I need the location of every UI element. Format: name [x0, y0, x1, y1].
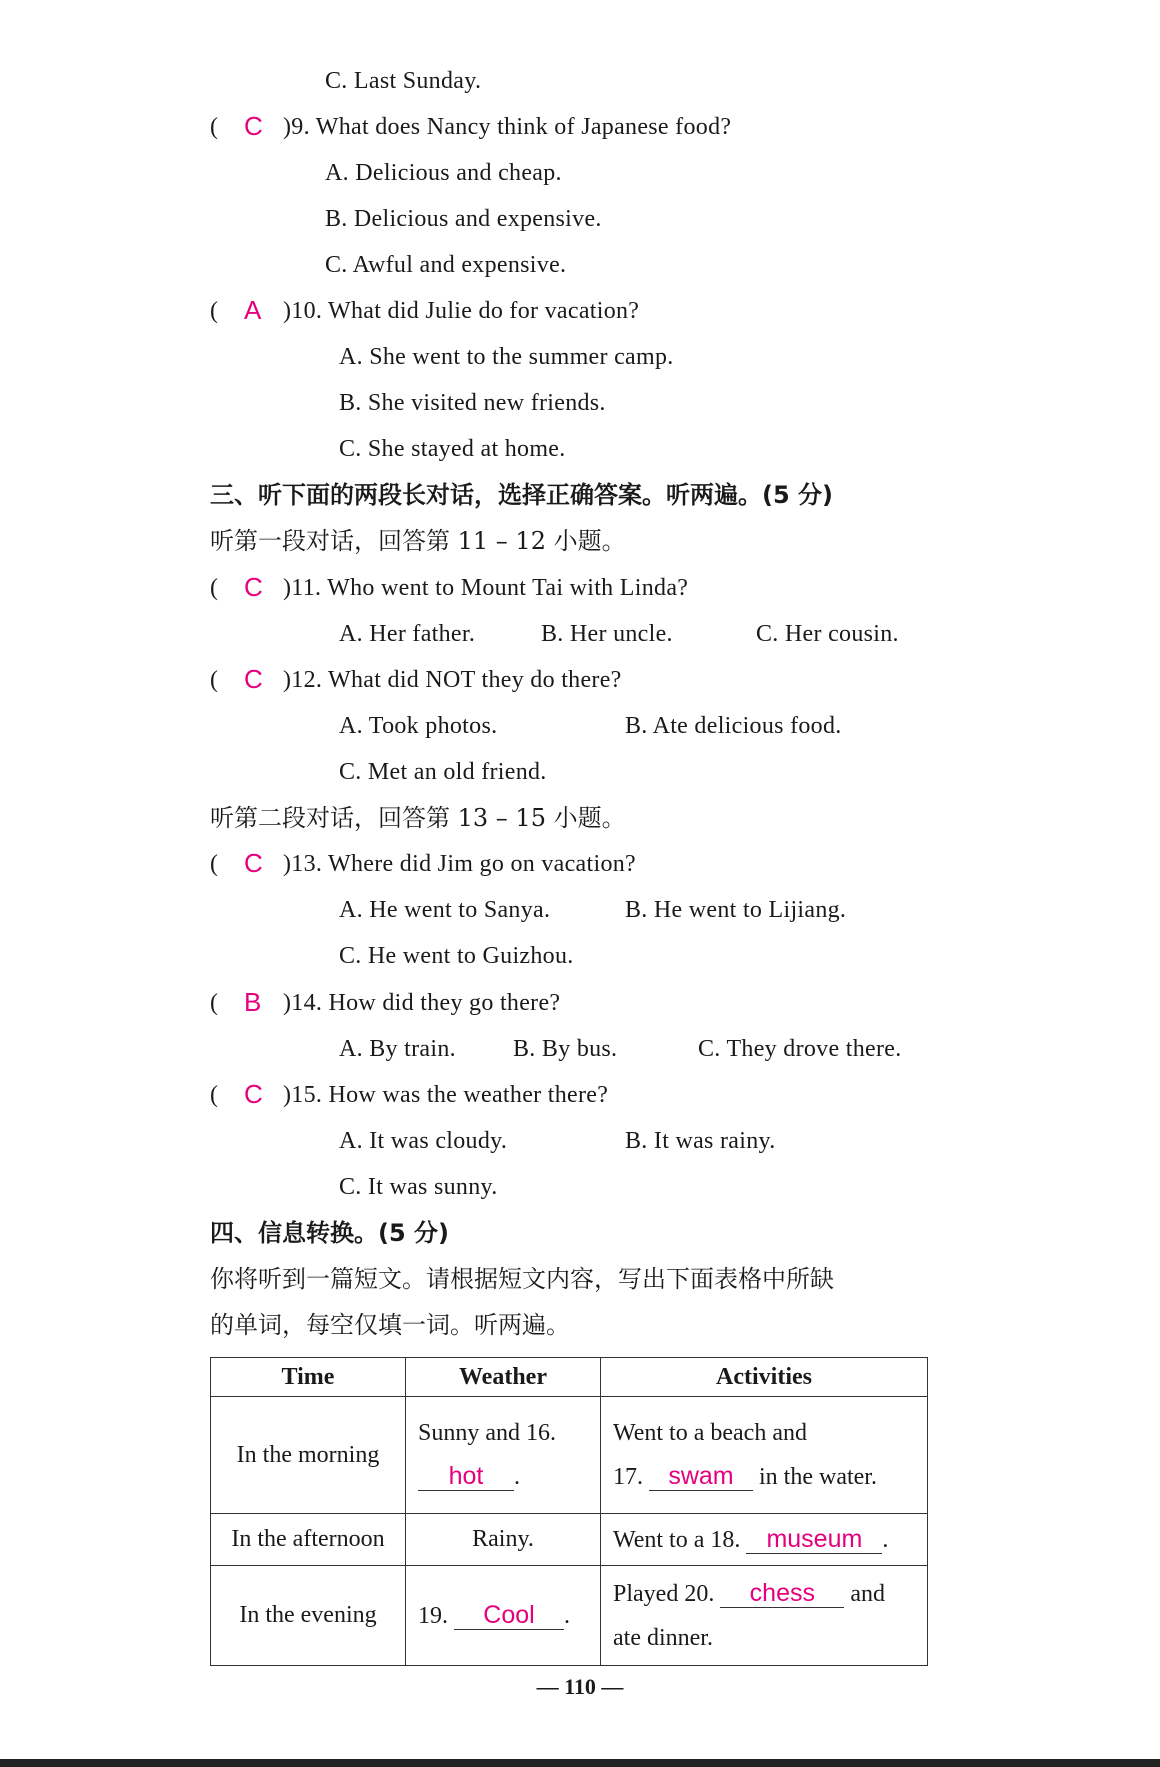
q14-paren: ( — [210, 990, 219, 1016]
table-row-afternoon — [211, 1514, 928, 1566]
q15-option-a: A. It was cloudy. — [339, 1128, 508, 1154]
page-number: — 110 — — [536, 1674, 624, 1699]
q15-option-c: C. It was sunny. — [339, 1174, 498, 1200]
activity-20-line-2: ate dinner. — [613, 1624, 713, 1651]
weather-16-label: Sunny and 16. — [418, 1420, 556, 1446]
q14-option-c: C. They drove there. — [698, 1036, 902, 1062]
section-4-heading: 四、信息转换。(5 分) — [210, 1219, 449, 1247]
section-4-instruction-line-1: 你将听到一篇短文。请根据短文内容，写出下面表格中所缺 — [210, 1265, 834, 1293]
bottom-edge-bar — [0, 1759, 1160, 1767]
q9-option-b: B. Delicious and expensive. — [325, 206, 602, 232]
q15-question: )15. How was the weather there? — [283, 1082, 609, 1108]
activity-17-label: 17. — [613, 1464, 643, 1490]
q12-question: )12. What did NOT they do there? — [283, 667, 622, 693]
q13-option-b: B. He went to Lijiang. — [625, 897, 847, 923]
q9-answer: C — [244, 111, 263, 141]
q11-paren: ( — [210, 575, 219, 601]
dialogue-2-instruction: 听第二段对话，回答第 13 – 15 小题。 — [210, 804, 626, 832]
information-table — [210, 1357, 928, 1666]
table-row-morning — [211, 1397, 928, 1514]
q9-question: )9. What does Nancy think of Japanese food? — [283, 114, 732, 140]
blank-17-answer: swam — [649, 1462, 753, 1491]
q15-option-b: B. It was rainy. — [625, 1128, 776, 1154]
q11-option-c: C. Her cousin. — [756, 621, 899, 647]
header-activities: Activities — [601, 1358, 928, 1397]
cell-activities-afternoon: Went to a 18. museum . — [601, 1514, 928, 1566]
blank-16-answer: hot — [418, 1462, 514, 1491]
q11-option-a: A. Her father. — [339, 621, 476, 647]
section-4-instruction-line-2: 的单词，每空仅填一词。听两遍。 — [210, 1311, 570, 1339]
q12-option-c: C. Met an old friend. — [339, 759, 547, 785]
table-row-evening — [211, 1566, 928, 1666]
q9-option-a: A. Delicious and cheap. — [325, 160, 562, 186]
section-3-heading: 三、听下面的两段长对话，选择正确答案。听两遍。(5 分) — [210, 481, 833, 509]
q13-paren: ( — [210, 851, 219, 877]
dialogue-1-instruction: 听第一段对话，回答第 11 – 12 小题。 — [210, 527, 626, 555]
q11-question: )11. Who went to Mount Tai with Linda? — [283, 575, 689, 601]
q10-paren: ( — [210, 298, 219, 324]
weather-19-label: 19. — [418, 1603, 448, 1629]
q10-option-b: B. She visited new friends. — [339, 390, 606, 416]
cell-activities-morning — [601, 1397, 928, 1514]
q14-question: )14. How did they go there? — [283, 990, 561, 1016]
q10-question: )10. What did Julie do for vacation? — [283, 298, 640, 324]
q14-answer: B — [244, 987, 262, 1017]
cell-time-morning: In the morning — [211, 1397, 406, 1514]
activity-17-suffix: in the water. — [759, 1464, 877, 1490]
cell-weather-morning: Sunny and 16. hot . — [406, 1397, 601, 1514]
q13-option-a: A. He went to Sanya. — [339, 897, 551, 923]
blank-20-answer: chess — [720, 1579, 844, 1608]
q12-option-a: A. Took photos. — [339, 713, 498, 739]
q13-answer: C — [244, 848, 263, 878]
q11-answer: C — [244, 572, 263, 602]
q15-paren: ( — [210, 1082, 219, 1108]
activity-18-label: Went to a 18. — [613, 1527, 741, 1553]
blank-18-answer: museum — [746, 1525, 882, 1554]
blank-19-answer: Cool — [454, 1601, 564, 1630]
q13-option-c: C. He went to Guizhou. — [339, 943, 574, 969]
table-header-row — [211, 1358, 928, 1397]
cell-weather-afternoon: Rainy. — [406, 1514, 601, 1566]
q9-paren: ( — [210, 114, 219, 140]
q10-option-c: C. She stayed at home. — [339, 436, 566, 462]
q14-option-a: A. By train. — [339, 1036, 456, 1062]
header-time: Time — [211, 1358, 406, 1397]
q12-paren: ( — [210, 667, 219, 693]
activity-20-label: Played 20. — [613, 1580, 715, 1607]
q15-answer: C — [244, 1079, 263, 1109]
activity-20-suffix: and — [850, 1580, 885, 1607]
q8-option-c: C. Last Sunday. — [325, 68, 482, 94]
q13-question: )13. Where did Jim go on vacation? — [283, 851, 636, 877]
q9-option-c: C. Awful and expensive. — [325, 252, 567, 278]
cell-time-evening: In the evening — [211, 1566, 406, 1666]
header-weather: Weather — [406, 1358, 601, 1397]
q11-option-b: B. Her uncle. — [541, 621, 673, 647]
q12-answer: C — [244, 664, 263, 694]
cell-activities-evening — [601, 1566, 928, 1666]
q12-option-b: B. Ate delicious food. — [625, 713, 842, 739]
activity-17-line-1: Went to a beach and — [613, 1420, 807, 1446]
q10-answer: A — [244, 295, 262, 325]
cell-time-afternoon: In the afternoon — [211, 1514, 406, 1566]
q14-option-b: B. By bus. — [513, 1036, 618, 1062]
cell-weather-evening: 19. Cool . — [406, 1566, 601, 1666]
q10-option-a: A. She went to the summer camp. — [339, 344, 674, 370]
